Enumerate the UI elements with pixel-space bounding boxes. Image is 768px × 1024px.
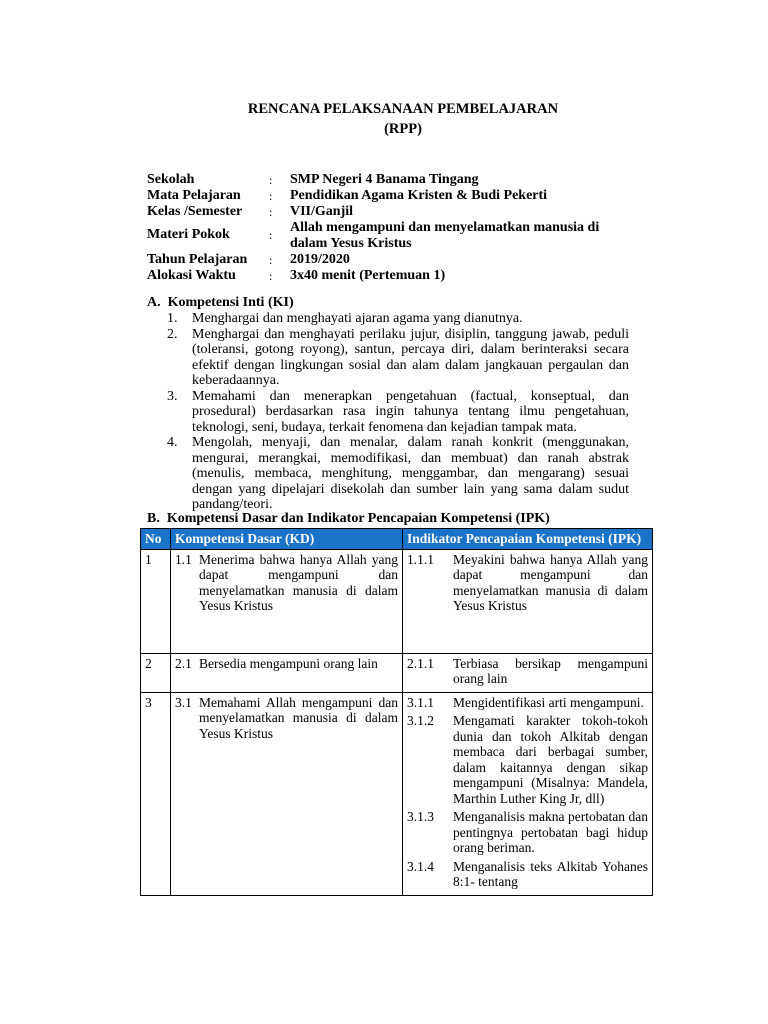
list-item-number: 4. <box>167 435 178 450</box>
section-a-heading: A. Kompetensi Inti (KI) <box>147 295 294 310</box>
ipk-item <box>407 552 648 614</box>
list-item-text: Menghargai dan menghayati ajaran agama yang dianutnya. <box>192 311 523 326</box>
section-b-heading: B. Kompetensi Dasar dan Indikator Pencapaian Kompetensi (IPK) <box>147 511 550 526</box>
list-item-number: 1. <box>167 311 178 326</box>
table-row <box>141 692 653 895</box>
identity-colon: : <box>269 253 273 267</box>
ipk-text: Terbiasa bersikap mengampuni orang lain <box>453 655 648 686</box>
identity-label: Sekolah <box>147 172 195 187</box>
identity-row-materi <box>147 220 610 252</box>
ipk-item <box>407 713 648 806</box>
identity-colon: : <box>269 205 273 219</box>
ipk-text: Mengidentifikasi arti mengampuni. <box>453 694 644 710</box>
identity-row-kelas <box>147 204 610 220</box>
identity-colon: : <box>269 189 273 203</box>
ipk-item <box>407 859 648 890</box>
ki-list <box>167 311 629 513</box>
kd-item <box>175 552 398 614</box>
ipk-number: 3.1.3 <box>407 809 434 824</box>
kd-text: Bersedia mengampuni orang lain <box>199 655 378 671</box>
kd-number: 1.1 <box>175 551 192 567</box>
row-number: 1 <box>141 549 171 653</box>
ipk-text: Meyakini bahwa hanya Allah yang dapat mengampuni dan menyelamatkan manusia di dalam Yesus Kristus <box>453 551 648 613</box>
header-ipk: Indikator Pencapaian Kompetensi (IPK) <box>403 529 653 550</box>
kd-text: Menerima bahwa hanya Allah yang dapat mengampuni dan menyelamatkan manusia di dalam Yesus Kristus <box>199 551 398 613</box>
ipk-number: 3.1.1 <box>407 694 434 710</box>
identity-colon: : <box>269 269 273 283</box>
list-item <box>167 389 629 436</box>
kd-ipk-table <box>140 528 653 896</box>
identity-value: 2019/2020 <box>290 252 350 267</box>
ipk-item <box>407 656 648 687</box>
ipk-cell <box>403 692 653 895</box>
identity-block <box>147 172 610 284</box>
identity-label: Materi Pokok <box>147 227 230 242</box>
row-number: 2 <box>141 653 171 692</box>
list-item <box>167 311 629 327</box>
ipk-text: Menganalisis teks Alkitab Yohanes 8:1- tentang <box>453 858 648 889</box>
ipk-number: 3.1.2 <box>407 713 434 728</box>
list-item-text: Menghargai dan menghayati perilaku jujur, disiplin, tanggung jawab, peduli (toleransi, gotong royong), santun, percaya diri, dalam berinteraksi secara efektif dengan lingkungan sosial dan alam dalam jangkauan pergaulan dan keberadaannya. <box>192 326 629 388</box>
identity-row-tahun <box>147 252 610 268</box>
identity-row-mata-pelajaran <box>147 188 610 204</box>
table-row <box>141 653 653 692</box>
header-no: No <box>141 529 171 550</box>
kd-number: 3.1 <box>175 694 192 710</box>
kd-cell <box>171 549 403 653</box>
identity-value: Allah mengampuni dan menyelamatkan manusia di dalam Yesus Kristus <box>290 220 600 251</box>
list-item-number: 3. <box>167 388 178 404</box>
identity-value: Pendidikan Agama Kristen & Budi Pekerti <box>290 188 548 203</box>
identity-row-alokasi <box>147 268 610 284</box>
ipk-number: 2.1.1 <box>407 655 434 671</box>
ipk-cell <box>403 653 653 692</box>
ipk-text: Mengamati karakter tokoh-tokoh dunia dan tokoh Alkitab dengan membaca dari berbagai sumber, dalam kaitannya dengan sikap mengampuni (Misalnya: Mandela, Marthin Luther King Jr, dll) <box>453 713 648 806</box>
identity-label: Mata Pelajaran <box>147 188 241 203</box>
identity-row-sekolah <box>147 172 610 188</box>
header-kd: Kompetensi Dasar (KD) <box>171 529 403 550</box>
kd-cell <box>171 692 403 895</box>
ipk-number: 1.1.1 <box>407 551 434 567</box>
identity-value: 3x40 menit (Pertemuan 1) <box>290 268 446 283</box>
ipk-number: 3.1.4 <box>407 858 434 874</box>
row-number: 3 <box>141 692 171 895</box>
identity-value: SMP Negeri 4 Banama Tingang <box>290 172 479 187</box>
kd-number: 2.1 <box>175 655 192 671</box>
list-item <box>167 327 629 389</box>
ipk-text: Menganalisis makna pertobatan dan pentingnya pertobatan bagi hidup orang beriman. <box>453 809 648 855</box>
list-item-number: 2. <box>167 326 178 342</box>
list-item <box>167 435 629 513</box>
list-item-text: Memahami dan menerapkan pengetahuan (factual, konseptual, dan prosedural) berdasarkan rasa ingin tahunya tentang ilmu pengetahuan, teknologi, seni, budaya, terkait fenomena dan kejadian tampak mata. <box>192 388 629 435</box>
document-title: RENCANA PELAKSANAAN PEMBELAJARAN <box>247 101 559 117</box>
identity-value: VII/Ganjil <box>290 204 354 219</box>
table-header-row <box>141 529 653 550</box>
identity-colon: : <box>269 228 273 242</box>
identity-colon: : <box>269 173 273 187</box>
ipk-cell <box>403 549 653 653</box>
kd-cell <box>171 653 403 692</box>
ipk-item <box>407 809 648 856</box>
document-subtitle: (RPP) <box>384 121 422 137</box>
identity-label: Tahun Pelajaran <box>147 252 248 267</box>
identity-label: Kelas /Semester <box>147 204 243 219</box>
kd-text: Memahami Allah mengampuni dan menyelamatkan manusia di dalam Yesus Kristus <box>199 694 398 741</box>
kd-item <box>175 656 398 672</box>
ipk-item <box>407 695 648 711</box>
table-row <box>141 549 653 653</box>
kd-item <box>175 695 398 742</box>
list-item-text: Mengolah, menyaji, dan menalar, dalam ranah konkrit (menggunakan, mengurai, merangkai, memodifikasi, dan membuat) dan ranah abstrak (menulis, membaca, menghitung, menggambar, dan mengarang) sesuai dengan yang dipelajari disekolah dan sumber lain yang sama dalam sudut pandang/teori. <box>192 435 629 512</box>
identity-label: Alokasi Waktu <box>147 268 236 283</box>
